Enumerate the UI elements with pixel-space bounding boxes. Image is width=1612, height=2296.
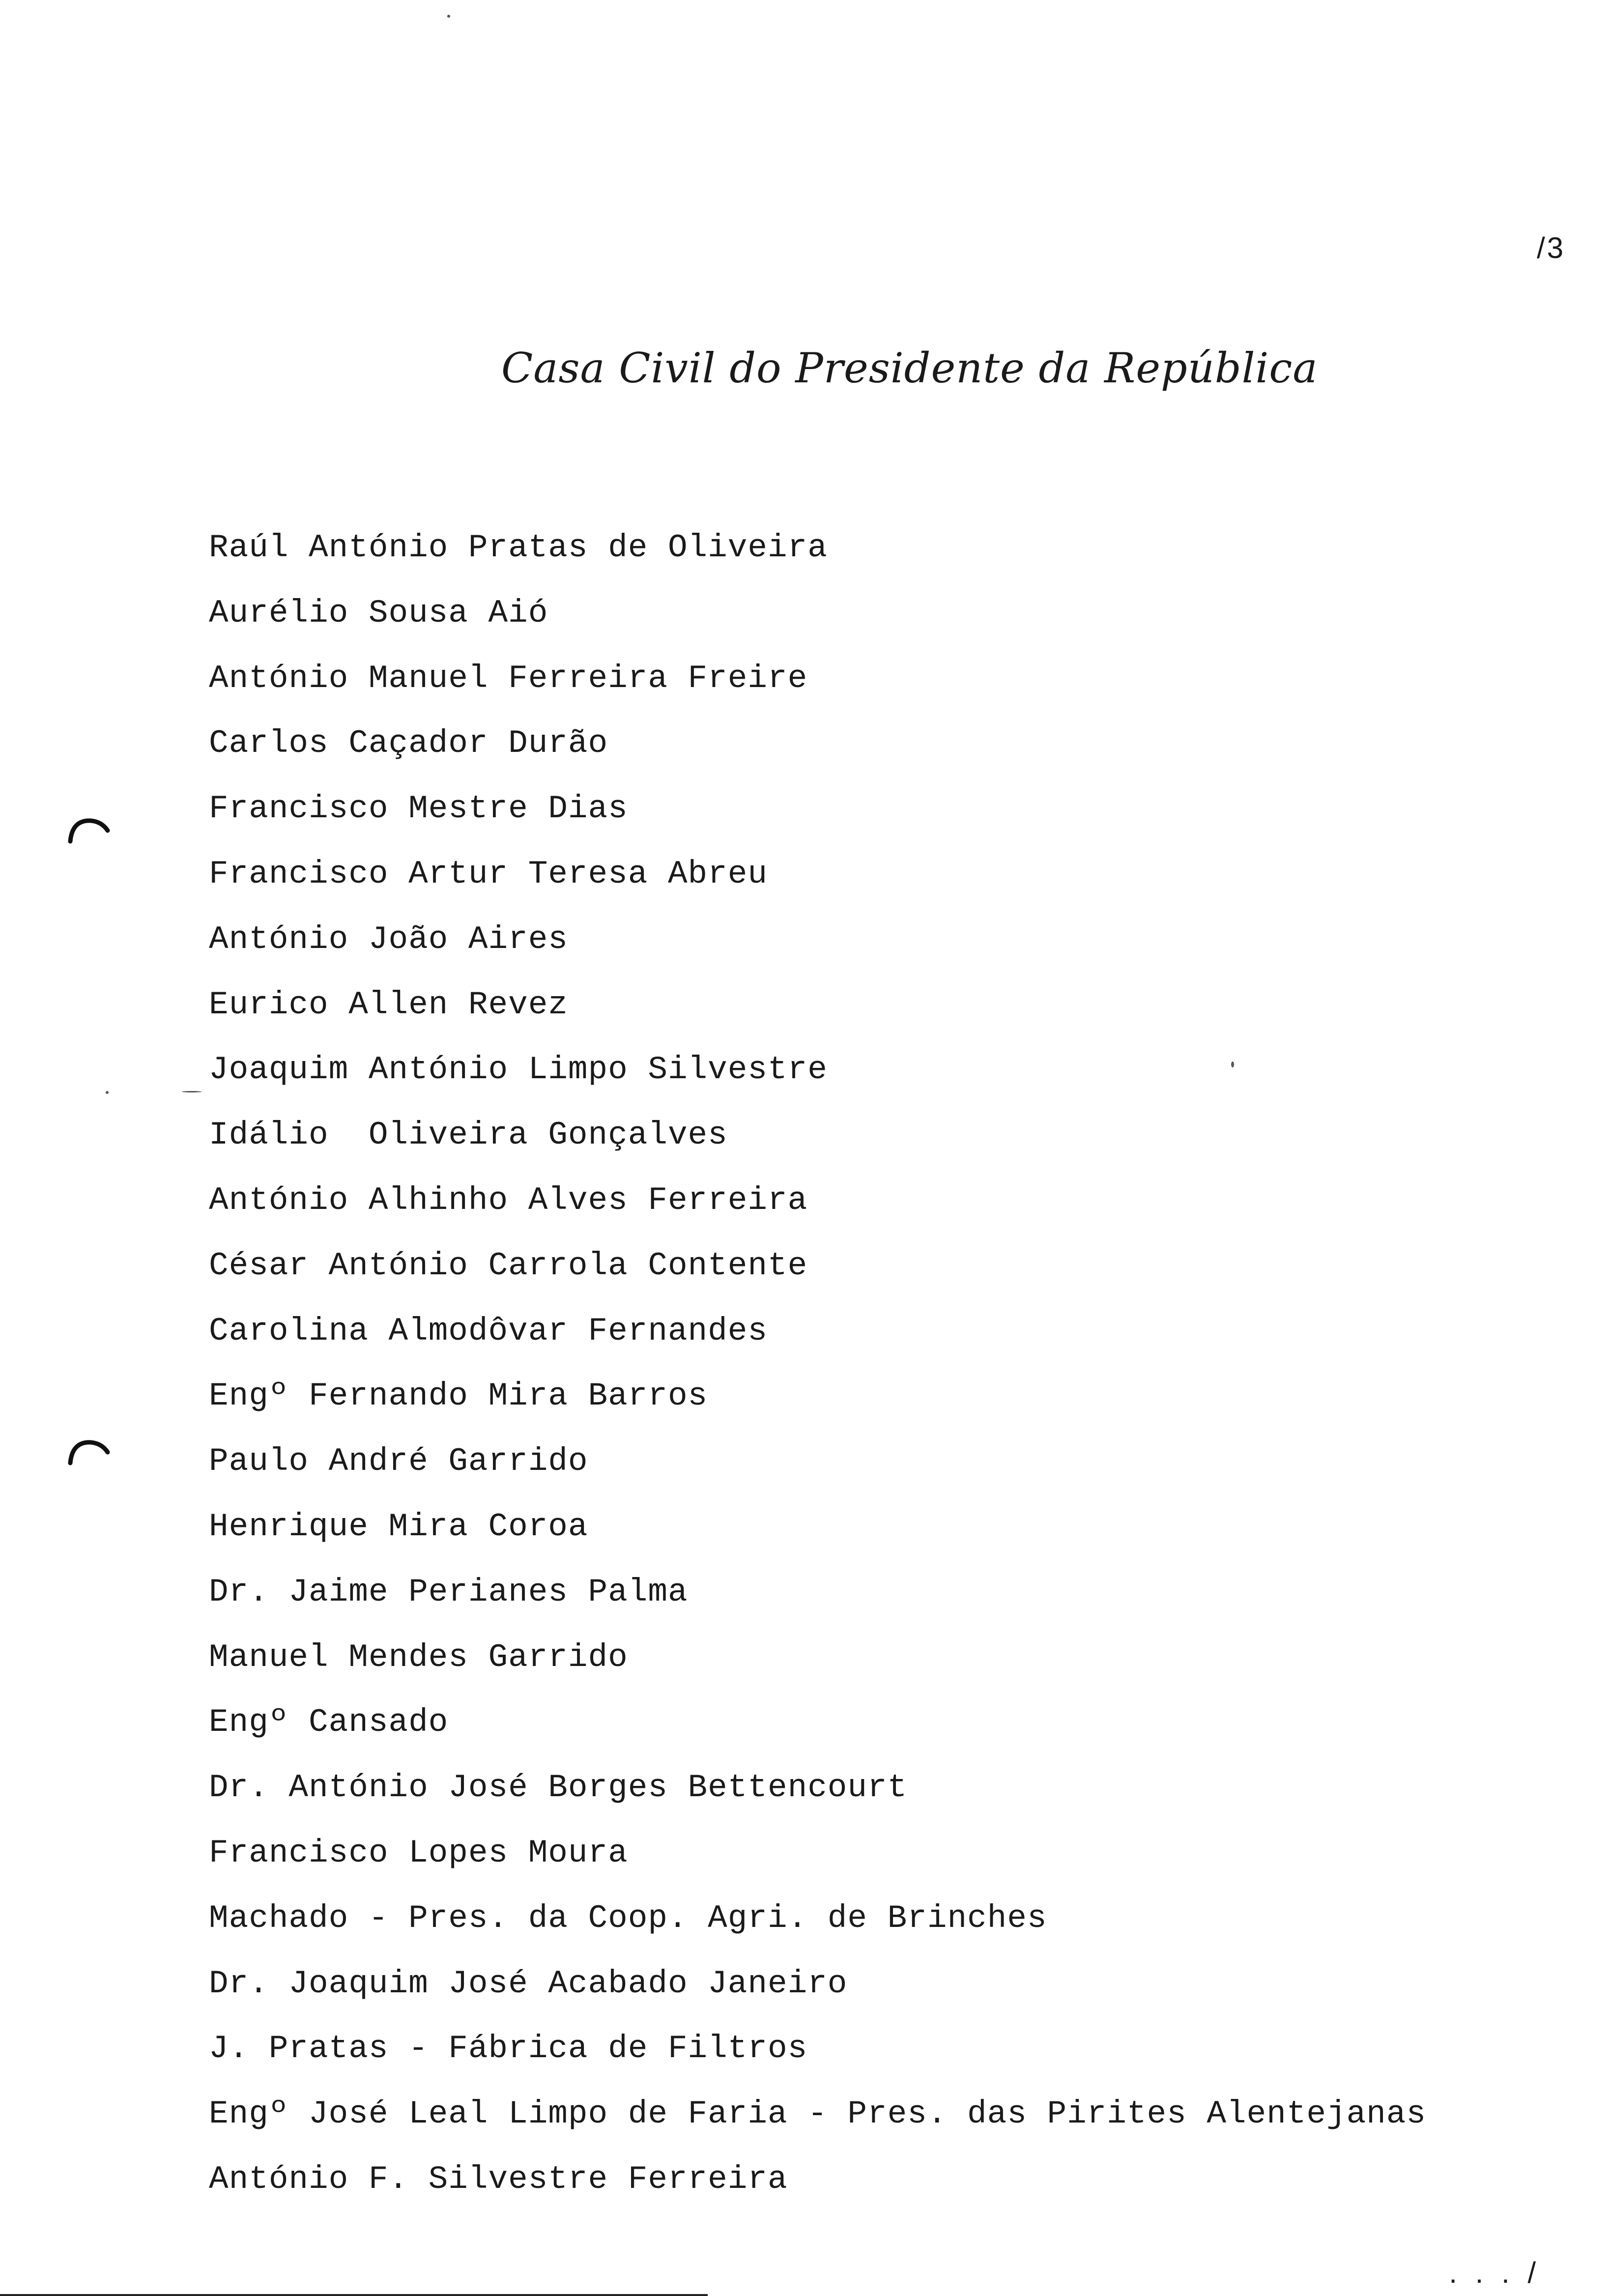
punch-hole-mark: [66, 816, 111, 845]
list-item: Dr. Jaime Perianes Palma: [209, 1573, 688, 1610]
list-item: Engº Fernando Mira Barros: [209, 1378, 708, 1415]
list-item: Idálio Oliveira Gonçalves: [209, 1117, 728, 1154]
bottom-rule: [0, 2294, 708, 2296]
list-item: Dr. António José Borges Bettencourt: [209, 1769, 908, 1807]
list-item: Carolina Almodôvar Fernandes: [209, 1312, 768, 1349]
list-item: Dr. Joaquim José Acabado Janeiro: [209, 1965, 848, 2002]
list-item: Carlos Caçador Durão: [209, 725, 608, 762]
list-item: Eurico Allen Revez: [209, 986, 568, 1023]
scan-speck: [447, 15, 450, 18]
list-item: Manuel Mendes Garrido: [209, 1638, 628, 1676]
list-item: Henrique Mira Coroa: [209, 1508, 588, 1545]
list-item: Joaquim António Limpo Silvestre: [209, 1051, 828, 1089]
list-item: António F. Silvestre Ferreira: [209, 2160, 788, 2198]
list-item: Engº Cansado: [209, 1704, 449, 1741]
list-item: Paulo André Garrido: [209, 1443, 588, 1480]
scan-speck: [182, 1091, 202, 1092]
list-item: Engº José Leal Limpo de Faria - Pres. das Pirites Alentejanas: [209, 2095, 1426, 2133]
list-item: Machado - Pres. da Coop. Agri. de Brinches: [209, 1899, 1047, 1937]
scan-speck: [106, 1091, 109, 1094]
name-list: [209, 528, 1536, 2225]
list-item: Francisco Lopes Moura: [209, 1834, 628, 1871]
list-item: António João Aires: [209, 920, 568, 958]
scan-speck: [1231, 1062, 1234, 1067]
list-item: Francisco Mestre Dias: [209, 790, 628, 828]
page-number: /3: [1536, 231, 1565, 264]
list-item: César António Carrola Contente: [209, 1247, 808, 1284]
list-item: Francisco Artur Teresa Abreu: [209, 855, 768, 892]
list-item: António Alhinho Alves Ferreira: [209, 1181, 808, 1219]
list-item: Raúl António Pratas de Oliveira: [209, 529, 828, 566]
list-item: J. Pratas - Fábrica de Filtros: [209, 2030, 808, 2067]
continuation-mark: . . . /: [1449, 2256, 1541, 2289]
punch-hole-mark: [66, 1437, 111, 1467]
list-item: Aurélio Sousa Aió: [209, 594, 548, 631]
list-item: António Manuel Ferreira Freire: [209, 660, 808, 697]
letterhead: Casa Civil do Presidente da República: [501, 344, 1318, 392]
